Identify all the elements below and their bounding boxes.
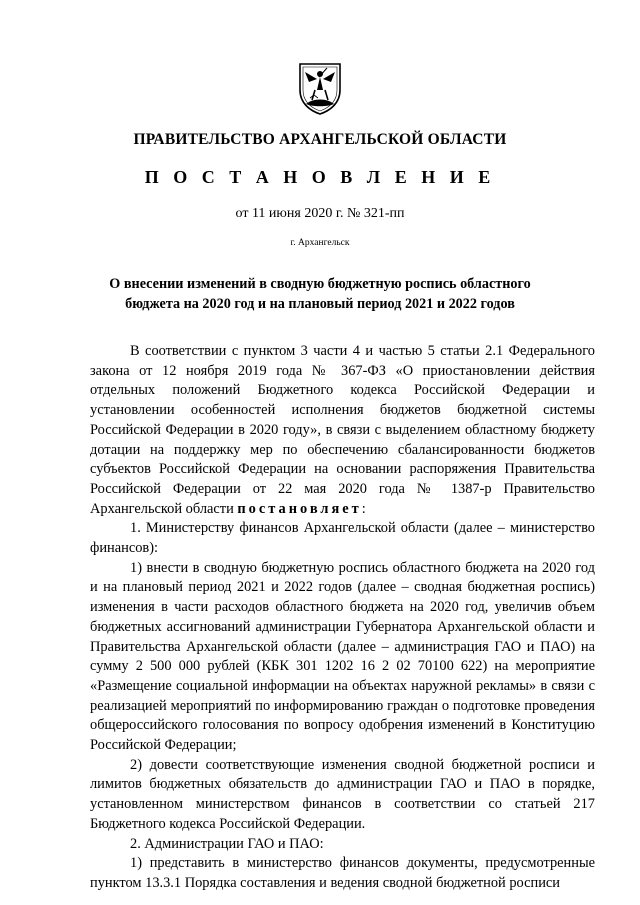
item-1: 1. Министерству финансов Архангельской области (далее – министерство финансов): [90, 520, 595, 557]
document-date-number: от 11 июня 2020 г. № 321-пп [235, 206, 405, 221]
resolves-word: постановляет [237, 500, 362, 517]
item-1-2: 2) довести соответствующие изменения сводной бюджетной росписи и лимитов бюджетных обязательств до администрации ГАО и ПАО в порядке, установленном министерством финансов в соответствии со статьей 217 Бюджетного кодекса Российской Федерации. [90, 756, 595, 832]
subject-line-1: О внесении изменений в сводную бюджетную роспись областного [109, 276, 531, 292]
document-subject [100, 274, 540, 314]
document-type: П О С Т А Н О В Л Е Н И Е [144, 167, 496, 187]
document-city: г. Архангельск [290, 238, 350, 248]
government-title: ПРАВИТЕЛЬСТВО АРХАНГЕЛЬСКОЙ ОБЛАСТИ [133, 131, 507, 148]
item-2-1: 1) представить в министерство финансов документы, предусмотренные пунктом 13.3.1 Порядка составления и ведения сводной бюджетной росписи [90, 855, 595, 891]
subject-line-2: бюджета на 2020 год и на плановый период 2021 и 2022 годов [125, 296, 515, 312]
intro-paragraph [90, 342, 595, 519]
item-2: 2. Администрации ГАО и ПАО: [130, 835, 324, 852]
coat-of-arms-emblem [295, 60, 345, 116]
resolves-tail: : [361, 500, 366, 517]
intro-text: В соответствии с пунктом 3 части 4 и частью 5 статьи 2.1 Федерального закона от 12 ноября 2019 года № 367-ФЗ «О приостановлении действия отдельных положений Бюджетного кодекса Российской Федерации и установлении особенностей исполнения бюджетов бюджетной системы Российской Федерации в 2020 году», в связи с выделением областному бюджету дотации на поддержку мер по обеспечению сбалансированности бюджетов субъектов Российской Федерации на основании распоряжения Правительства Российской Федерации от 22 мая 2020 года № 1387-р Правительство Архангельской области [90, 343, 595, 517]
document-body [90, 342, 595, 894]
item-1-1: 1) внести в сводную бюджетную роспись областного бюджета на 2020 год и на плановый период 2021 и 2022 годов (далее – сводная бюджетная роспись) изменения в части расходов областного бюджета на 2020 год, увеличив объем бюджетных ассигнований администрации Губернатора Архангельской области и Правительства Архангельской области (далее – администрация ГАО и ПАО) на сумму 2 500 000 рублей (КБК 301 1202 16 2 02 70100 622) на мероприятие «Размещение социальной информации на объектах наружной рекламы» в связи с реализацией мероприятий по информированию граждан о подготовке проведения общероссийского голосования по вопросу одобрения изменений в Конституцию Российской Федерации; [90, 559, 595, 754]
